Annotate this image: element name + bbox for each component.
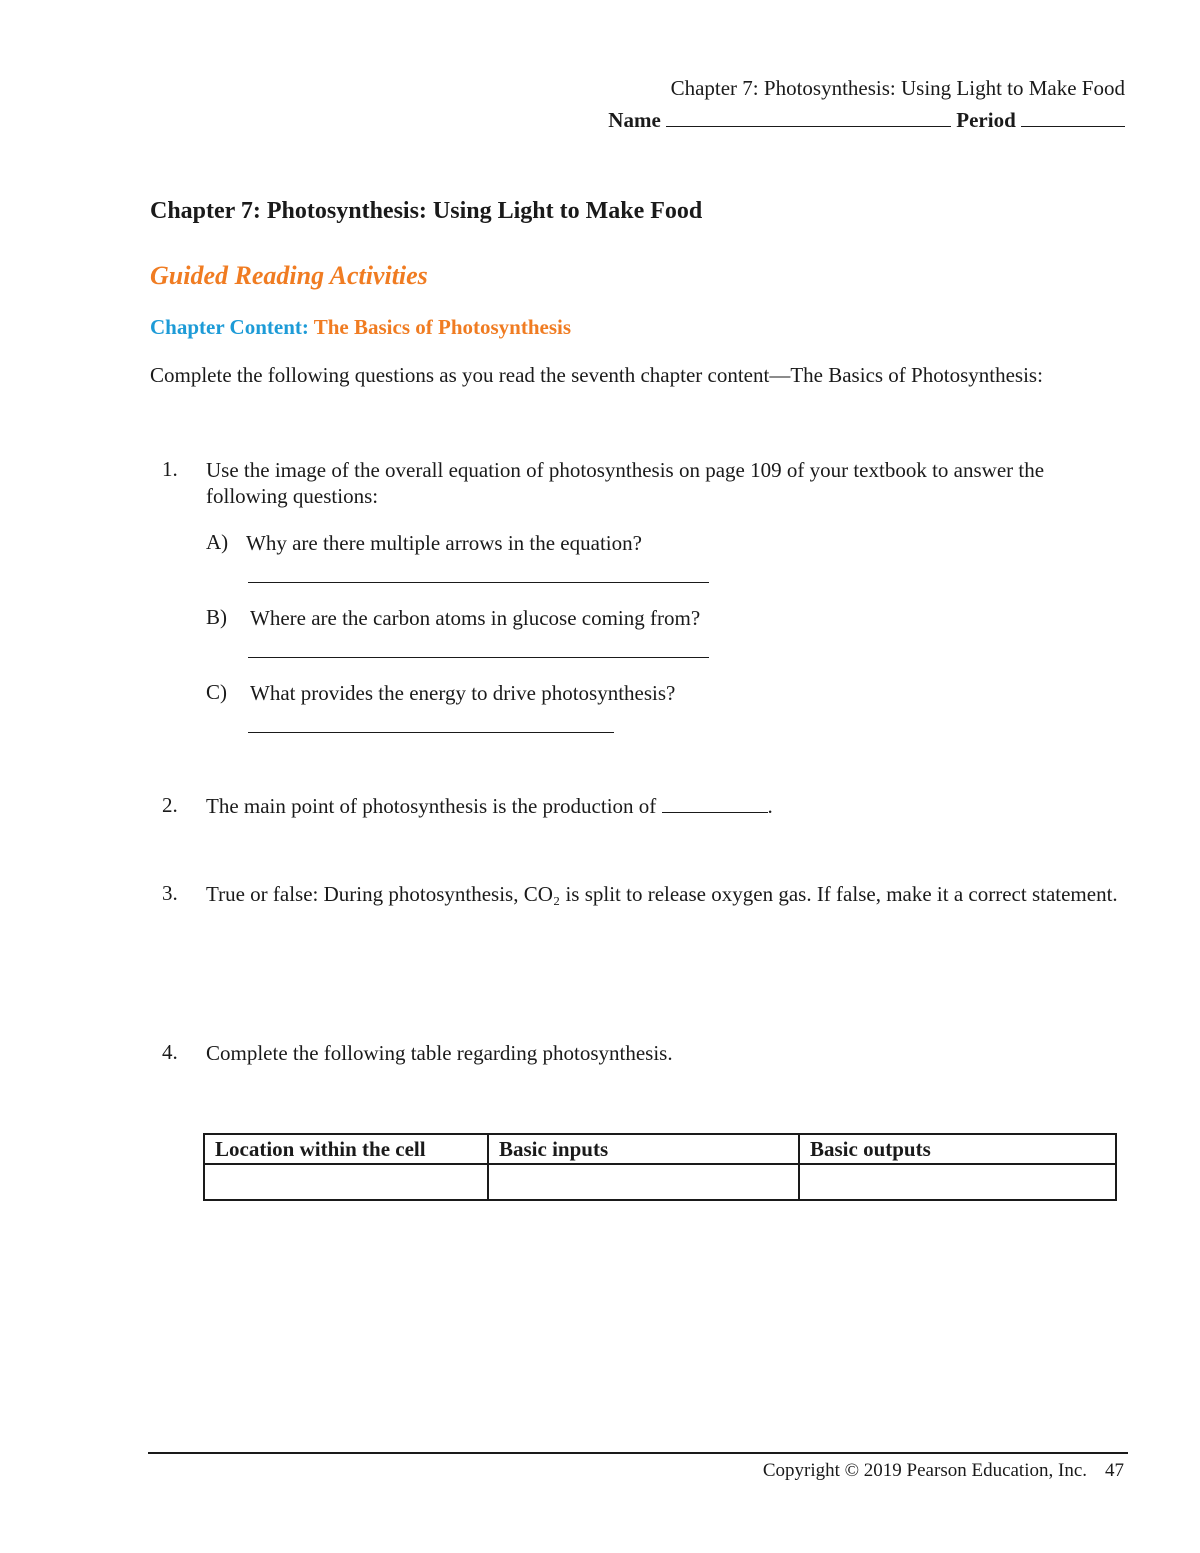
answer-line[interactable] [248, 732, 614, 733]
question-number: 4. [162, 1040, 178, 1064]
document-title: Chapter 7: Photosynthesis: Using Light to Make Food [150, 198, 703, 224]
table-header-cell: Basic outputs [799, 1134, 1116, 1164]
question-number: 1. [162, 457, 178, 481]
content-value: The Basics of Photosynthesis [313, 315, 572, 339]
question-text-after: . [767, 794, 773, 818]
subquestion-letter: B) [206, 605, 227, 629]
question-number: 3. [162, 881, 178, 905]
answer-line[interactable] [248, 657, 709, 658]
intro-paragraph: Complete the following questions as you read the seventh chapter content—The Basics of Photosynthesis: [150, 363, 1043, 387]
question-text [206, 793, 773, 819]
name-label: Name [608, 108, 661, 132]
footer [763, 1460, 1124, 1482]
photosynthesis-table [203, 1133, 1117, 1201]
page-number: 47 [1105, 1460, 1124, 1481]
period-blank[interactable] [1021, 108, 1125, 127]
table-header-cell: Basic inputs [488, 1134, 799, 1164]
subquestion-text: What provides the energy to drive photosynthesis? [250, 681, 676, 705]
subquestion-text: Why are there multiple arrows in the equation? [246, 531, 642, 555]
answer-line[interactable] [248, 582, 709, 583]
subquestion-letter: C) [206, 680, 227, 704]
question-text: Complete the following table regarding photosynthesis. [206, 1041, 673, 1065]
table-row [204, 1164, 1116, 1200]
subquestion-text: Where are the carbon atoms in glucose coming from? [250, 606, 701, 630]
question-text-before: The main point of photosynthesis is the production of [206, 794, 657, 818]
footer-divider [148, 1452, 1128, 1454]
copyright-text: Copyright © 2019 Pearson Education, Inc. [762, 1460, 1087, 1481]
question-number: 2. [162, 793, 178, 817]
table-cell-location[interactable] [204, 1164, 488, 1200]
fill-in-blank[interactable] [662, 794, 768, 813]
table-header-cell: Location within the cell [204, 1134, 488, 1164]
table-cell-outputs[interactable] [799, 1164, 1116, 1200]
section-title: Guided Reading Activities [150, 261, 428, 290]
chapter-content-heading [150, 315, 571, 340]
header-chapter-title: Chapter 7: Photosynthesis: Using Light to Make Food [670, 76, 1125, 100]
content-label: Chapter Content: [150, 315, 309, 339]
table-cell-inputs[interactable] [488, 1164, 799, 1200]
name-period-line [608, 108, 1125, 133]
name-blank[interactable] [666, 108, 951, 127]
subquestion-letter: A) [206, 530, 229, 554]
table-header-row [204, 1134, 1116, 1164]
question-text: Use the image of the overall equation of photosynthesis on page 109 of your textbook to answer the following questions: [206, 458, 1045, 508]
period-label: Period [956, 108, 1016, 132]
question-text: True or false: During photosynthesis, CO₂ is split to release oxygen gas. If false, make it a correct statement. [206, 882, 1118, 906]
